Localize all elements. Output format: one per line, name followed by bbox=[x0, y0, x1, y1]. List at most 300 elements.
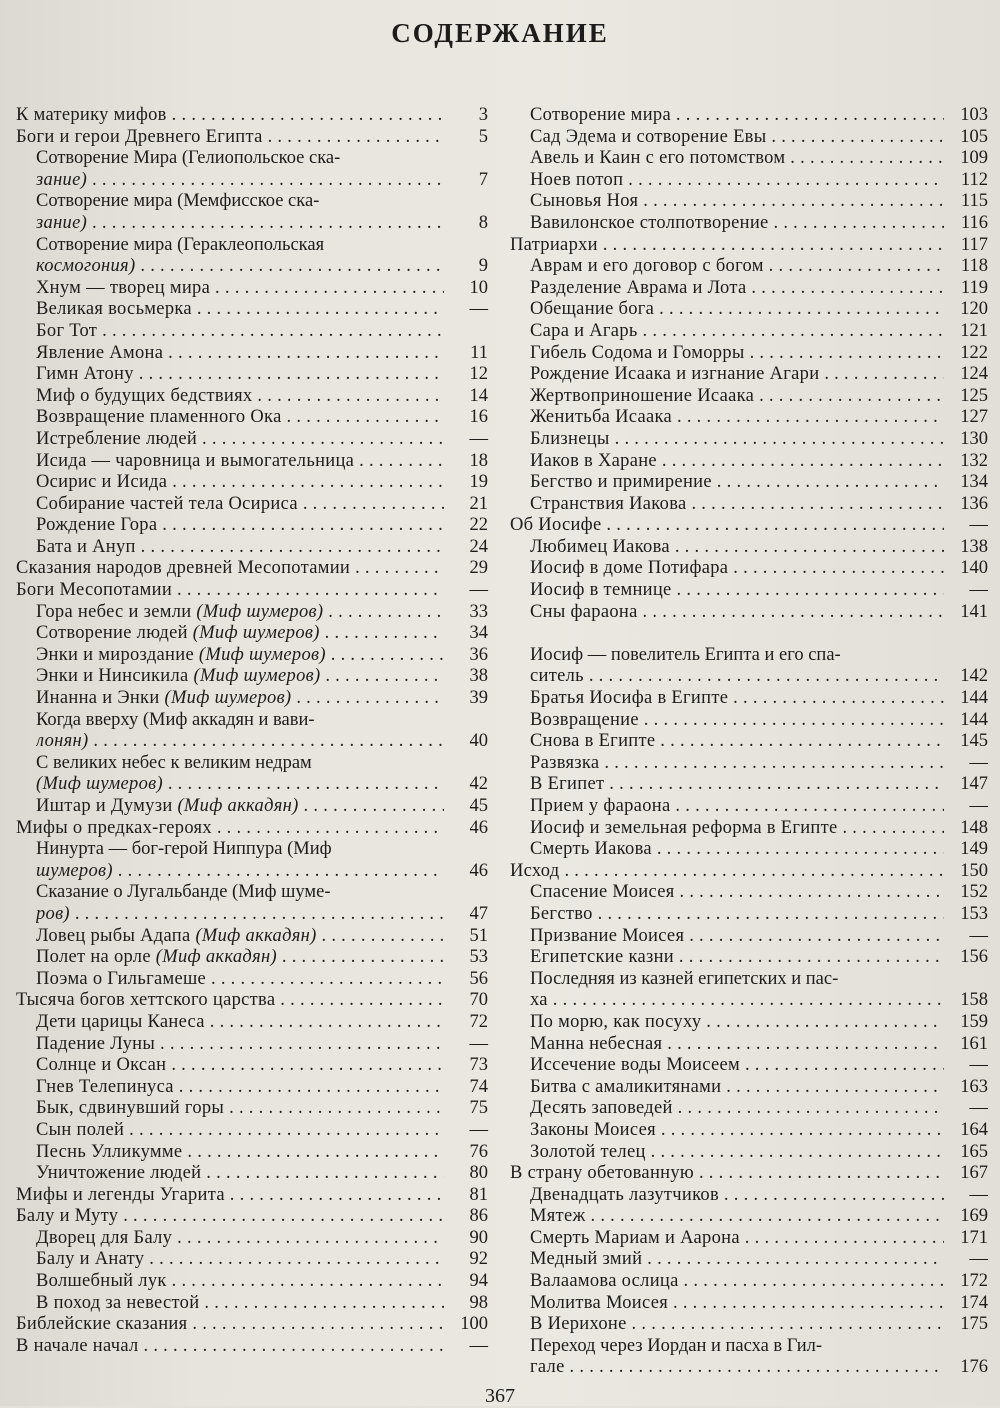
toc-entry[interactable] bbox=[16, 602, 488, 624]
toc-leader-dots bbox=[299, 796, 444, 816]
toc-entry-page: 144 bbox=[960, 709, 988, 730]
toc-entry[interactable] bbox=[510, 191, 988, 213]
toc-entry[interactable] bbox=[510, 364, 988, 386]
toc-entry[interactable] bbox=[16, 1055, 488, 1077]
toc-entry-text: Странствия Иакова bbox=[530, 493, 687, 514]
toc-entry[interactable] bbox=[510, 1055, 988, 1077]
toc-entry[interactable] bbox=[16, 580, 488, 602]
toc-entry-title bbox=[36, 645, 444, 667]
toc-entry[interactable] bbox=[510, 904, 988, 926]
toc-entry-text: Сотворение мира bbox=[36, 234, 173, 255]
toc-leader-dots bbox=[136, 537, 444, 557]
toc-entry-title bbox=[530, 364, 944, 386]
toc-entry-title bbox=[530, 774, 944, 796]
toc-entry[interactable] bbox=[510, 710, 988, 732]
toc-entry-page: — bbox=[469, 580, 488, 601]
toc-entry[interactable] bbox=[16, 472, 488, 494]
toc-entry[interactable] bbox=[16, 1293, 488, 1315]
toc-entry[interactable] bbox=[510, 494, 988, 516]
toc-entry-page: 171 bbox=[960, 1227, 988, 1248]
toc-leader-dots bbox=[144, 1249, 444, 1269]
toc-entry[interactable] bbox=[510, 343, 988, 365]
toc-entry[interactable] bbox=[510, 1206, 988, 1228]
toc-leader-dots bbox=[167, 472, 444, 492]
toc-entry-page: 12 bbox=[469, 364, 488, 385]
toc-entry-page: 134 bbox=[960, 472, 988, 493]
toc-entry-title bbox=[530, 796, 944, 818]
toc-leader-dots bbox=[819, 364, 944, 384]
toc-entry-text: Смерть Иакова bbox=[530, 839, 652, 860]
toc-entry-note: (Миф шумеров) bbox=[36, 774, 163, 795]
toc-leader-dots bbox=[320, 666, 444, 686]
toc-entry[interactable] bbox=[510, 515, 988, 537]
toc-entry-text: Уничтожение людей bbox=[36, 1163, 202, 1184]
toc-entry[interactable] bbox=[16, 969, 488, 991]
toc-leader-dots bbox=[687, 494, 944, 514]
toc-entry[interactable] bbox=[510, 472, 988, 494]
toc-entry[interactable] bbox=[510, 861, 988, 883]
toc-entry-text: К материку мифов bbox=[16, 105, 167, 125]
toc-entry-continuation bbox=[36, 861, 488, 883]
toc-entry-continuation bbox=[36, 256, 488, 278]
toc-spacer bbox=[510, 623, 988, 645]
toc-entry-page: — bbox=[969, 796, 988, 816]
toc-entry[interactable] bbox=[510, 1034, 988, 1056]
toc-entry-text: Сад Эдема и сотворение Евы bbox=[530, 126, 767, 147]
toc-leader-dots bbox=[174, 1077, 444, 1097]
toc-entry[interactable] bbox=[16, 1336, 488, 1358]
toc-entry-text: Песнь Улликумме bbox=[36, 1141, 183, 1162]
toc-entry[interactable] bbox=[16, 1120, 488, 1142]
toc-entry[interactable] bbox=[16, 688, 488, 710]
toc-leader-dots bbox=[668, 1293, 944, 1313]
toc-entry-text: гале bbox=[530, 1357, 565, 1378]
toc-entry[interactable] bbox=[510, 753, 988, 775]
toc-leader-dots bbox=[277, 947, 444, 967]
toc-entry[interactable] bbox=[510, 882, 988, 904]
toc-leader-dots bbox=[224, 1098, 444, 1118]
toc-entry[interactable] bbox=[16, 105, 488, 127]
toc-entry[interactable] bbox=[16, 1206, 488, 1228]
toc-entry-title-cont bbox=[36, 731, 444, 753]
toc-entry[interactable] bbox=[510, 1012, 988, 1034]
toc-entry-title bbox=[530, 710, 944, 732]
toc-leader-dots bbox=[740, 1055, 944, 1075]
toc-entry[interactable] bbox=[16, 235, 488, 278]
toc-entry[interactable] bbox=[16, 947, 488, 969]
toc-entry[interactable] bbox=[510, 407, 988, 429]
toc-entry-text: Энки и Нинсикила bbox=[36, 666, 189, 687]
toc-leader-dots bbox=[747, 278, 945, 298]
toc-entry-text: Истребление людей bbox=[36, 428, 198, 449]
toc-entry-title bbox=[530, 731, 944, 753]
toc-entry[interactable] bbox=[16, 343, 488, 365]
toc-entry[interactable] bbox=[510, 796, 988, 818]
toc-leader-dots bbox=[694, 1163, 944, 1183]
toc-leader-dots bbox=[157, 515, 444, 535]
toc-entry-text: Сыновья Ноя bbox=[530, 191, 639, 212]
toc-entry-continuation bbox=[530, 1357, 988, 1379]
toc-entry-text: Балу и Анату bbox=[36, 1249, 145, 1270]
toc-entry-page: 156 bbox=[960, 947, 988, 968]
toc-entry-text: Нинурта — бог-герой Ниппура bbox=[36, 839, 283, 860]
toc-entry-page: 148 bbox=[960, 817, 988, 838]
toc-entry-text: Сотворение мира bbox=[530, 105, 671, 125]
toc-entry-page: — bbox=[969, 580, 988, 601]
toc-entry-page: 46 bbox=[469, 860, 488, 881]
toc-leader-dots bbox=[599, 753, 944, 773]
toc-entry-page: 9 bbox=[478, 256, 488, 277]
toc-entry-title bbox=[16, 1185, 444, 1207]
toc-entry[interactable] bbox=[16, 1142, 488, 1164]
toc-entry-text: Хнум — творец мира bbox=[36, 277, 211, 298]
toc-entry[interactable] bbox=[510, 947, 988, 969]
toc-entry-note: (Миф шумеров) bbox=[193, 666, 321, 687]
toc-entry[interactable] bbox=[16, 645, 488, 667]
toc-entry-text: Сотворение мира bbox=[36, 191, 173, 212]
toc-entry-text: Законы Моисея bbox=[530, 1119, 656, 1140]
toc-entry[interactable] bbox=[16, 1271, 488, 1293]
toc-entry[interactable] bbox=[16, 364, 488, 386]
toc-entry-title-cont bbox=[36, 170, 444, 192]
toc-entry-title bbox=[36, 494, 444, 516]
toc-entry-title bbox=[530, 1012, 944, 1034]
toc-entry[interactable] bbox=[16, 386, 488, 408]
toc-entry-text: Сара и Агарь bbox=[530, 320, 638, 341]
toc-entry-continuation bbox=[36, 731, 488, 753]
toc-entry[interactable] bbox=[510, 1163, 988, 1185]
toc-entry[interactable] bbox=[510, 969, 988, 1012]
toc-entry-page: — bbox=[969, 515, 988, 536]
toc-entry-page: 142 bbox=[960, 666, 988, 687]
toc-entry-page: 125 bbox=[960, 385, 988, 406]
toc-entry-page: 109 bbox=[960, 148, 988, 169]
toc-entry-title bbox=[530, 1055, 944, 1077]
toc-leader-dots bbox=[652, 839, 944, 859]
toc-entry-note: (Миф шумеров) bbox=[196, 601, 324, 622]
toc-entry-page: 33 bbox=[469, 601, 488, 622]
toc-entry[interactable] bbox=[510, 1336, 988, 1379]
toc-entry-title bbox=[36, 623, 444, 645]
toc-entry-title bbox=[530, 105, 944, 127]
toc-entry[interactable] bbox=[16, 1314, 488, 1336]
toc-entry[interactable] bbox=[16, 1012, 488, 1034]
toc-entry-title bbox=[16, 990, 444, 1012]
toc-entry[interactable] bbox=[510, 1314, 988, 1336]
toc-entry-text: Египетские казни bbox=[530, 947, 674, 968]
toc-entry[interactable] bbox=[16, 710, 488, 753]
toc-entry-page: — bbox=[469, 1033, 488, 1054]
toc-entry-title bbox=[530, 753, 944, 775]
toc-entry[interactable] bbox=[510, 1228, 988, 1250]
toc-entry-text: Гимн Атону bbox=[36, 364, 134, 385]
toc-entry-text: Рождение Гора bbox=[36, 515, 158, 536]
toc-entry-text: Иштар и Думузи bbox=[36, 796, 173, 816]
toc-entry-text: Медный змий bbox=[530, 1249, 643, 1270]
toc-entry-title bbox=[530, 537, 944, 559]
toc-entry-page: 159 bbox=[960, 1011, 988, 1032]
toc-entry[interactable] bbox=[16, 1163, 488, 1185]
toc-leader-dots bbox=[584, 666, 944, 686]
toc-entry-text: Дети царицы Канеса bbox=[36, 1011, 205, 1032]
toc-entry-text: Об Иосифе bbox=[510, 515, 602, 536]
toc-entry[interactable] bbox=[16, 558, 488, 580]
toc-entry[interactable] bbox=[510, 278, 988, 300]
toc-entry[interactable] bbox=[510, 1077, 988, 1099]
toc-leader-dots bbox=[712, 472, 944, 492]
toc-entry-title bbox=[16, 127, 444, 149]
toc-entry[interactable] bbox=[16, 515, 488, 537]
toc-entry[interactable] bbox=[16, 1098, 488, 1120]
toc-entry[interactable] bbox=[16, 1228, 488, 1250]
toc-entry[interactable] bbox=[16, 321, 488, 343]
toc-leader-dots bbox=[740, 1228, 944, 1248]
toc-entry-title bbox=[530, 127, 944, 149]
toc-entry[interactable] bbox=[510, 818, 988, 840]
toc-entry-page: 163 bbox=[960, 1076, 988, 1097]
toc-entry[interactable] bbox=[16, 623, 488, 645]
toc-entry-note: (Миф аккадян) bbox=[195, 925, 317, 946]
toc-entry[interactable] bbox=[16, 1077, 488, 1099]
toc-entry-text: Молитва Моисея bbox=[530, 1292, 669, 1313]
toc-entry[interactable] bbox=[16, 451, 488, 473]
toc-entry[interactable] bbox=[510, 299, 988, 321]
toc-leader-dots bbox=[627, 1314, 944, 1334]
toc-entry-text: Обещание бога bbox=[530, 299, 655, 320]
toc-leader-dots bbox=[675, 882, 944, 902]
toc-leader-dots bbox=[638, 602, 944, 622]
toc-entry-page: 45 bbox=[469, 796, 488, 816]
toc-entry-title bbox=[36, 796, 444, 818]
toc-entry-title bbox=[36, 407, 444, 429]
toc-entry[interactable] bbox=[16, 1185, 488, 1207]
toc-leader-dots bbox=[719, 1185, 944, 1205]
toc-entry-page: 167 bbox=[960, 1163, 988, 1184]
toc-entry-text: Падение Луны bbox=[36, 1033, 156, 1054]
toc-entry-text: Патриархи bbox=[510, 234, 598, 255]
toc-entry-page: 119 bbox=[960, 277, 988, 298]
toc-entry[interactable] bbox=[510, 213, 988, 235]
toc-entry-title bbox=[530, 494, 944, 516]
toc-entry[interactable] bbox=[510, 170, 988, 192]
toc-leader-dots bbox=[604, 774, 944, 794]
toc-entry-title bbox=[36, 451, 444, 473]
toc-entry-page: — bbox=[969, 1184, 988, 1205]
toc-entry-title bbox=[530, 645, 988, 667]
toc-entry[interactable] bbox=[510, 1142, 988, 1164]
toc-leader-dots bbox=[654, 299, 944, 319]
toc-entry-page: 7 bbox=[478, 169, 488, 190]
toc-entry[interactable] bbox=[16, 666, 488, 688]
toc-entry-text: В Иерихоне bbox=[530, 1314, 627, 1335]
toc-leader-dots bbox=[206, 969, 444, 989]
toc-entry[interactable] bbox=[16, 753, 488, 796]
toc-entry-title bbox=[36, 1055, 444, 1077]
toc-leader-dots bbox=[323, 602, 444, 622]
toc-leader-dots bbox=[610, 429, 944, 449]
toc-entry-page: 141 bbox=[960, 601, 988, 622]
toc-entry-title bbox=[36, 753, 488, 775]
toc-entry-title bbox=[36, 1163, 444, 1185]
toc-entry-page: 75 bbox=[469, 1098, 488, 1119]
toc-entry[interactable] bbox=[510, 602, 988, 624]
toc-entry-text: Возвращение bbox=[530, 709, 639, 730]
toc-entry[interactable] bbox=[510, 580, 988, 602]
toc-entry-page: 19 bbox=[469, 472, 488, 493]
toc-entry-title-cont bbox=[530, 666, 944, 688]
toc-leader-dots bbox=[326, 645, 444, 665]
toc-entry-text: Сын полей bbox=[36, 1119, 125, 1140]
toc-entry-title bbox=[36, 969, 444, 991]
toc-entry-page: 100 bbox=[460, 1314, 488, 1335]
toc-entry-text: Великая восьмерка bbox=[36, 299, 192, 320]
toc-leader-dots bbox=[662, 1034, 944, 1054]
toc-entry-title bbox=[530, 278, 944, 300]
toc-entry[interactable] bbox=[510, 537, 988, 559]
toc-entry[interactable] bbox=[16, 299, 488, 321]
toc-entry-page: 174 bbox=[960, 1292, 988, 1313]
toc-entry[interactable] bbox=[16, 1034, 488, 1056]
toc-leader-dots bbox=[838, 818, 944, 838]
toc-entry-title bbox=[530, 1098, 944, 1120]
toc-entry[interactable] bbox=[510, 127, 988, 149]
toc-entry-text: Когда вверху bbox=[36, 709, 139, 730]
toc-entry-title bbox=[36, 688, 444, 710]
toc-entry-page: 120 bbox=[960, 299, 988, 320]
toc-leader-dots bbox=[560, 861, 944, 881]
toc-entry[interactable] bbox=[16, 537, 488, 559]
toc-entry-title bbox=[530, 386, 944, 408]
toc-entry[interactable] bbox=[16, 990, 488, 1012]
toc-entry[interactable] bbox=[510, 105, 988, 127]
toc-leader-dots bbox=[163, 774, 444, 794]
toc-entry[interactable] bbox=[510, 1185, 988, 1207]
toc-entry[interactable] bbox=[510, 1098, 988, 1120]
toc-entry-title bbox=[530, 818, 944, 840]
toc-entry-title bbox=[36, 1293, 444, 1315]
toc-entry-title bbox=[36, 710, 488, 732]
toc-entry[interactable] bbox=[16, 278, 488, 300]
toc-entry-text: В начале начал bbox=[16, 1335, 139, 1356]
toc-entry-title bbox=[530, 969, 988, 991]
toc-entry-title-cont bbox=[530, 1357, 944, 1379]
toc-entry[interactable] bbox=[510, 321, 988, 343]
toc-entry[interactable] bbox=[510, 558, 988, 580]
toc-entry-page: — bbox=[469, 1119, 488, 1140]
toc-leader-dots bbox=[182, 1142, 444, 1162]
toc-entry[interactable] bbox=[16, 429, 488, 451]
toc-entry[interactable] bbox=[510, 1249, 988, 1271]
toc-entry[interactable] bbox=[510, 386, 988, 408]
toc-entry-text: Мифы о предках-героях bbox=[16, 817, 212, 838]
toc-entry-text: В Египет bbox=[530, 774, 605, 795]
toc-entry-page: 144 bbox=[960, 688, 988, 709]
toc-entry-title bbox=[16, 105, 444, 127]
toc-entry-page: 121 bbox=[960, 320, 988, 341]
toc-entry-text: Ловец рыбы Адапа bbox=[36, 925, 191, 946]
toc-entry-title bbox=[530, 1314, 944, 1336]
toc-entry[interactable] bbox=[510, 1293, 988, 1315]
toc-entry-continuation bbox=[36, 213, 488, 235]
toc-entry-title bbox=[16, 1314, 444, 1336]
toc-entry-page: 140 bbox=[960, 558, 988, 579]
toc-entry-text: Гибель Содома и Гоморры bbox=[530, 342, 745, 363]
toc-entry[interactable] bbox=[16, 407, 488, 429]
toc-entry[interactable] bbox=[510, 451, 988, 473]
toc-entry[interactable] bbox=[510, 429, 988, 451]
toc-entry-page: 122 bbox=[960, 342, 988, 363]
toc-entry-title bbox=[530, 407, 944, 429]
toc-entry[interactable] bbox=[16, 127, 488, 149]
toc-entry-text: Иаков в Харане bbox=[530, 450, 657, 471]
toc-entry-title-cont bbox=[36, 213, 444, 235]
toc-entry[interactable] bbox=[16, 839, 488, 882]
toc-entry-title bbox=[36, 1142, 444, 1164]
toc-entry[interactable] bbox=[510, 731, 988, 753]
toc-column-right bbox=[510, 105, 988, 1379]
toc-entry-text: Миф о будущих бедствиях bbox=[36, 385, 253, 406]
toc-entry-title-cont bbox=[36, 861, 444, 883]
toc-entry[interactable] bbox=[16, 148, 488, 191]
toc-entry-title bbox=[36, 386, 444, 408]
toc-entry-page: 38 bbox=[469, 666, 488, 687]
toc-entry[interactable] bbox=[510, 688, 988, 710]
toc-entry-page: 164 bbox=[960, 1119, 988, 1140]
toc-entry-text: Гнев Телепинуса bbox=[36, 1076, 174, 1097]
toc-entry[interactable] bbox=[510, 645, 988, 688]
toc-leader-dots bbox=[639, 710, 944, 730]
toc-entry[interactable] bbox=[16, 818, 488, 840]
toc-entry-page: 116 bbox=[960, 212, 988, 233]
toc-entry[interactable] bbox=[510, 148, 988, 170]
toc-entry[interactable] bbox=[510, 235, 988, 257]
toc-entry-text: Волшебный лук bbox=[36, 1271, 167, 1292]
toc-entry-title bbox=[16, 580, 444, 602]
toc-entry[interactable] bbox=[16, 796, 488, 818]
toc-entry[interactable] bbox=[510, 839, 988, 861]
toc-entry[interactable] bbox=[510, 1120, 988, 1142]
toc-entry-page: — bbox=[469, 1335, 488, 1356]
toc-entry-title bbox=[16, 558, 444, 580]
toc-leader-dots bbox=[565, 1357, 944, 1377]
toc-leader-dots bbox=[298, 494, 444, 514]
toc-entry[interactable] bbox=[510, 1271, 988, 1293]
toc-entry-text: Призвание Моисея bbox=[530, 925, 685, 946]
toc-entry-page: — bbox=[969, 1055, 988, 1076]
toc-entry-page: — bbox=[969, 925, 988, 946]
toc-entry-continuation bbox=[530, 666, 988, 688]
toc-entry[interactable] bbox=[16, 494, 488, 516]
toc-entry-title bbox=[36, 1228, 444, 1250]
toc-leader-dots bbox=[350, 558, 444, 578]
toc-leader-dots bbox=[670, 537, 944, 557]
toc-entry[interactable] bbox=[510, 774, 988, 796]
toc-entry-page: 70 bbox=[469, 990, 488, 1011]
toc-entry-text: Ноев потоп bbox=[530, 169, 624, 190]
toc-entry[interactable] bbox=[16, 191, 488, 234]
toc-entry[interactable] bbox=[510, 256, 988, 278]
toc-entry[interactable] bbox=[16, 882, 488, 925]
toc-entry-page: 153 bbox=[960, 903, 988, 924]
toc-leader-dots bbox=[623, 170, 944, 190]
toc-entry-title bbox=[16, 1336, 444, 1358]
toc-entry[interactable] bbox=[510, 926, 988, 948]
toc-entry[interactable] bbox=[16, 926, 488, 948]
toc-entry-page: 138 bbox=[960, 536, 988, 557]
toc-entry-note: (Миф шумеров) bbox=[198, 644, 326, 665]
toc-entry-text: Сотворение Мира bbox=[36, 148, 178, 169]
toc-entry[interactable] bbox=[16, 1249, 488, 1271]
